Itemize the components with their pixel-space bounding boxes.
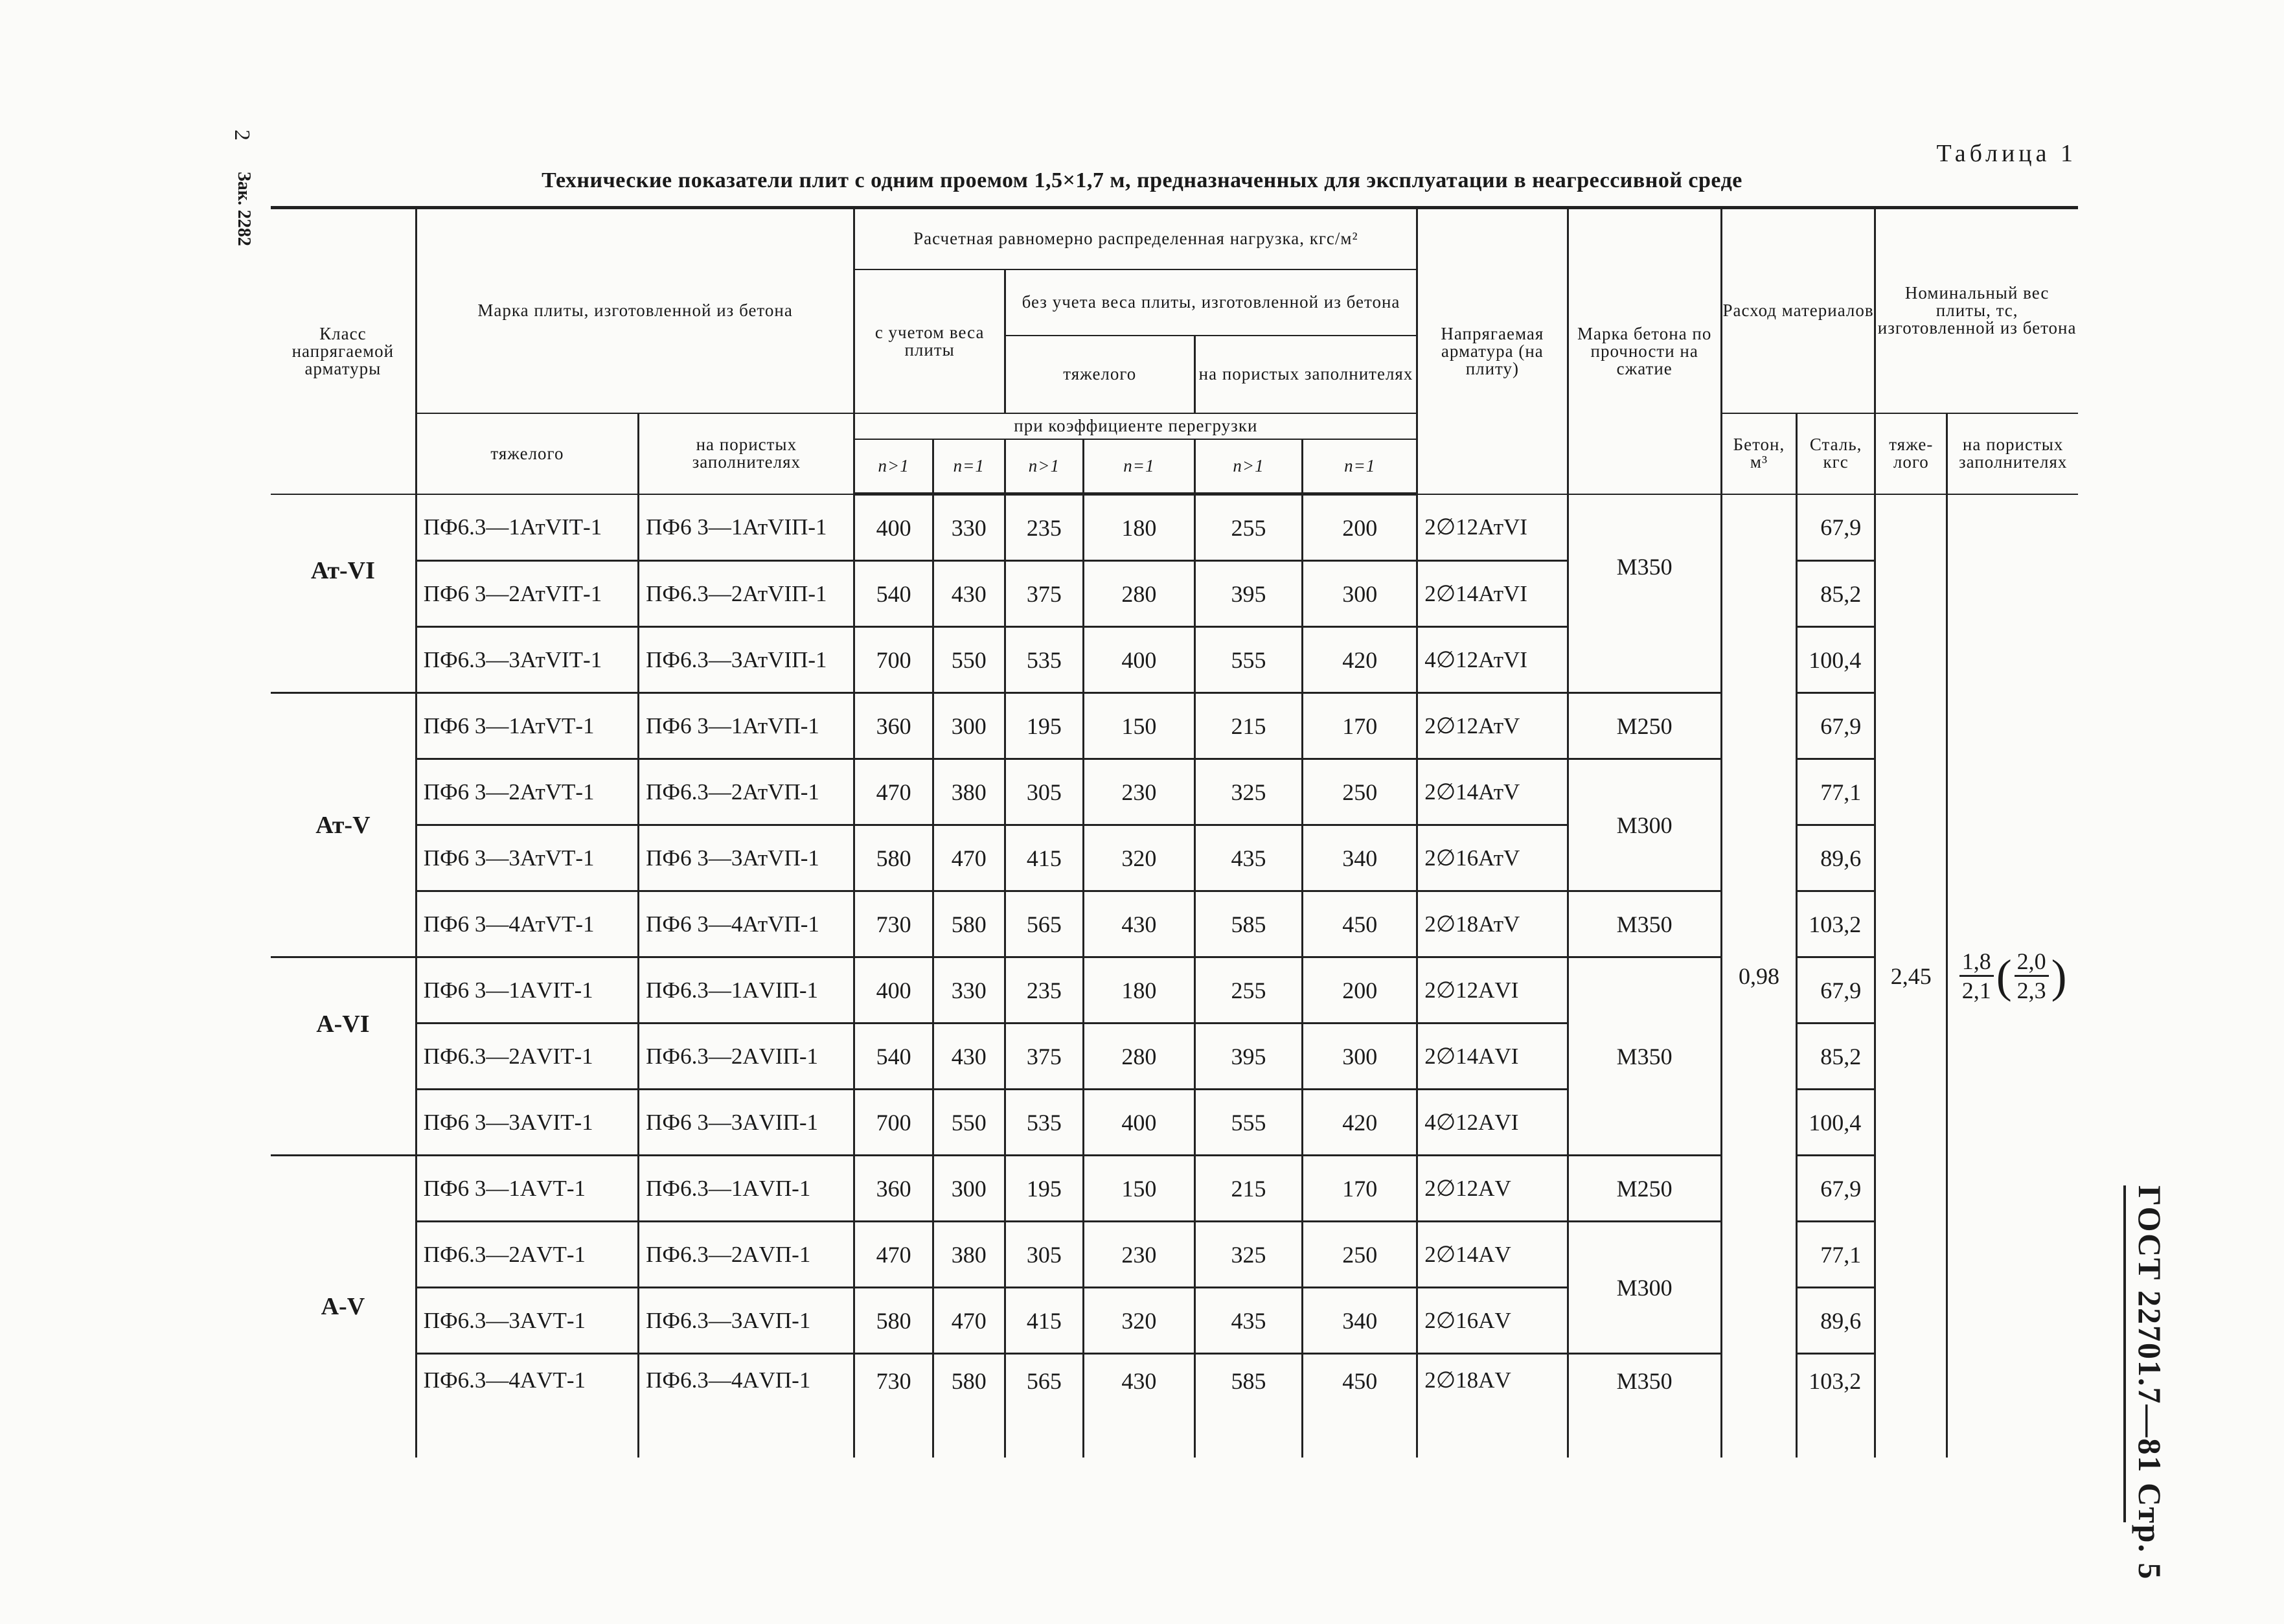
- load-value: 200: [1303, 494, 1417, 561]
- load-value: 470: [933, 825, 1005, 891]
- load-value: 150: [1084, 1156, 1195, 1222]
- load-value: 180: [1084, 957, 1195, 1024]
- load-value: 430: [933, 561, 1005, 627]
- load-value: 415: [1005, 825, 1083, 891]
- steel-value: 100,4: [1797, 627, 1875, 693]
- header-with-weight: с учетом веса плиты: [854, 269, 1005, 413]
- load-value: 730: [854, 1354, 933, 1458]
- mark-heavy: ПФ6.3—3АVТ-1: [416, 1288, 638, 1354]
- mark-porous: ПФ6 3—1АтVП-1: [639, 693, 854, 759]
- steel-value: 77,1: [1797, 759, 1875, 825]
- load-value: 195: [1005, 693, 1083, 759]
- rebar: 2∅14АтV: [1417, 759, 1568, 825]
- table-label: Таблица 1: [1936, 140, 2077, 167]
- load-value: 250: [1303, 1222, 1417, 1288]
- mark-porous: ПФ6.3—1АVП-1: [639, 1156, 854, 1222]
- concrete-mark: М350: [1568, 494, 1721, 693]
- mark-heavy: ПФ6.3—2АVIТ-1: [416, 1024, 638, 1090]
- load-value: 395: [1194, 1024, 1303, 1090]
- steel-value: 67,9: [1797, 693, 1875, 759]
- load-value: 540: [854, 1024, 933, 1090]
- header-mark-porous: на пористых заполнителях: [639, 413, 854, 494]
- concrete-mark: М350: [1568, 891, 1721, 957]
- load-value: 535: [1005, 1090, 1083, 1156]
- load-value: 150: [1084, 693, 1195, 759]
- load-value: 555: [1194, 1090, 1303, 1156]
- mark-heavy: ПФ6.3—4АVТ-1: [416, 1354, 638, 1458]
- header-n-gt1: n>1: [854, 439, 933, 494]
- mark-porous: ПФ6.3—4АVП-1: [639, 1354, 854, 1458]
- load-value: 420: [1303, 1090, 1417, 1156]
- weight-num-1: 1,8: [1959, 948, 1994, 977]
- rebar: 2∅14АV: [1417, 1222, 1568, 1288]
- header-n-eq1: n=1: [1303, 439, 1417, 494]
- mark-heavy: ПФ6.3—3АтVIТ-1: [416, 627, 638, 693]
- rebar: 2∅18АV: [1417, 1354, 1568, 1458]
- steel-value: 67,9: [1797, 494, 1875, 561]
- rebar: 2∅12АVI: [1417, 957, 1568, 1024]
- steel-value: 85,2: [1797, 561, 1875, 627]
- load-value: 540: [854, 561, 933, 627]
- header-weight-porous: на пористых заполнителях: [1947, 413, 2078, 494]
- mark-porous: ПФ6.3—3АтVIП-1: [639, 627, 854, 693]
- load-value: 430: [1084, 1354, 1195, 1458]
- steel-value: 85,2: [1797, 1024, 1875, 1090]
- class-cell: А-VI: [271, 957, 416, 1156]
- load-value: 435: [1194, 825, 1303, 891]
- steel-value: 100,4: [1797, 1090, 1875, 1156]
- header-n-eq1: n=1: [1084, 439, 1195, 494]
- load-value: 375: [1005, 561, 1083, 627]
- load-value: 400: [854, 957, 933, 1024]
- load-value: 450: [1303, 1354, 1417, 1458]
- load-value: 700: [854, 1090, 933, 1156]
- steel-value: 89,6: [1797, 1288, 1875, 1354]
- class-cell: Ат-V: [271, 693, 416, 957]
- load-value: 230: [1084, 759, 1195, 825]
- load-value: 340: [1303, 1288, 1417, 1354]
- load-value: 255: [1194, 957, 1303, 1024]
- load-value: 420: [1303, 627, 1417, 693]
- weight-den-1: 2,1: [1961, 978, 1991, 1003]
- class-cell: Ат-VI: [271, 494, 416, 693]
- header-steel: Сталь, кгс: [1797, 413, 1875, 494]
- load-value: 300: [933, 693, 1005, 759]
- load-value: 580: [854, 1288, 933, 1354]
- concrete-volume: 0,98: [1721, 494, 1796, 1458]
- header-n-gt1: n>1: [1194, 439, 1303, 494]
- load-value: 585: [1194, 891, 1303, 957]
- mark-porous: ПФ6 3—3АтVП-1: [639, 825, 854, 891]
- header-rebar: Напрягаемая арматура (на плиту): [1417, 208, 1568, 494]
- load-value: 360: [854, 1156, 933, 1222]
- rebar: 4∅12АтVI: [1417, 627, 1568, 693]
- class-cell: А-V: [321, 1293, 365, 1321]
- load-value: 195: [1005, 1156, 1083, 1222]
- load-value: 215: [1194, 1156, 1303, 1222]
- load-value: 330: [933, 957, 1005, 1024]
- load-value: 170: [1303, 693, 1417, 759]
- load-value: 280: [1084, 561, 1195, 627]
- load-value: 280: [1084, 1024, 1195, 1090]
- load-value: 300: [933, 1156, 1005, 1222]
- header-mark-group: Марка плиты, изготовленной из бетона: [416, 208, 854, 413]
- load-value: 565: [1005, 1354, 1083, 1458]
- header-weight-group: Номинальный вес плиты, тс, изготовленной из бетона: [1875, 208, 2078, 413]
- concrete-mark: М250: [1568, 1156, 1721, 1222]
- load-value: 325: [1194, 759, 1303, 825]
- load-value: 320: [1084, 1288, 1195, 1354]
- load-value: 360: [854, 693, 933, 759]
- load-value: 340: [1303, 825, 1417, 891]
- load-value: 305: [1005, 759, 1083, 825]
- steel-value: 67,9: [1797, 1156, 1875, 1222]
- load-value: 380: [933, 1222, 1005, 1288]
- load-value: 565: [1005, 891, 1083, 957]
- load-value: 535: [1005, 627, 1083, 693]
- page-title: Технические показатели плит с одним проемом 1,5×1,7 м, предназначенных для эксплуатации в неагрессивной среде: [542, 168, 1742, 192]
- header-concrete-mark: Марка бетона по прочности на сжатие: [1568, 208, 1721, 494]
- load-value: 470: [854, 1222, 933, 1288]
- concrete-mark: М350: [1568, 957, 1721, 1156]
- load-value: 170: [1303, 1156, 1417, 1222]
- mark-heavy: ПФ6 3—2АтVТ-1: [416, 759, 638, 825]
- load-value: 250: [1303, 759, 1417, 825]
- mark-heavy: ПФ6.3—1АтVIТ-1: [416, 494, 638, 561]
- rebar: 4∅12АVI: [1417, 1090, 1568, 1156]
- header-load-heavy: тяжелого: [1006, 336, 1196, 413]
- steel-value: 103,2: [1797, 1354, 1875, 1458]
- steel-value: 77,1: [1797, 1222, 1875, 1288]
- load-value: 550: [933, 627, 1005, 693]
- mark-porous: ПФ6 3—1АтVIП-1: [639, 494, 854, 561]
- header-overload: при коэффициенте перегрузки: [854, 413, 1417, 439]
- technical-indicators-table: [271, 206, 2078, 1458]
- mark-heavy: ПФ6 3—2АтVIТ-1: [416, 561, 638, 627]
- mark-heavy: ПФ6 3—3АтVТ-1: [416, 825, 638, 891]
- mark-porous: ПФ6 3—4АтVП-1: [639, 891, 854, 957]
- header-concrete: Бетон, м³: [1721, 413, 1796, 494]
- mark-porous: ПФ6.3—1АVIП-1: [639, 957, 854, 1024]
- header-class: Класс напрягаемой арматуры: [271, 208, 416, 494]
- load-value: 320: [1084, 825, 1195, 891]
- concrete-mark: М300: [1568, 1222, 1721, 1354]
- rebar: 2∅12АтV: [1417, 693, 1568, 759]
- mark-porous: ПФ6.3—2АVIП-1: [639, 1024, 854, 1090]
- mark-heavy: ПФ6 3—1АVТ-1: [416, 1156, 638, 1222]
- load-value: 580: [933, 1354, 1005, 1458]
- load-value: 730: [854, 891, 933, 957]
- header-n-eq1: n=1: [933, 439, 1005, 494]
- mark-porous: ПФ6.3—2АVП-1: [639, 1222, 854, 1288]
- steel-value: 67,9: [1797, 957, 1875, 1024]
- load-value: 430: [1084, 891, 1195, 957]
- mark-heavy: ПФ6.3—2АVТ-1: [416, 1222, 638, 1288]
- concrete-mark: М250: [1568, 693, 1721, 759]
- load-value: 470: [933, 1288, 1005, 1354]
- header-weight-heavy: тяже-лого: [1875, 413, 1947, 494]
- rebar: 2∅12АV: [1417, 1156, 1568, 1222]
- load-value: 415: [1005, 1288, 1083, 1354]
- load-value: 200: [1303, 957, 1417, 1024]
- rebar: 2∅18АтV: [1417, 891, 1568, 957]
- load-value: 400: [1084, 627, 1195, 693]
- weight-porous-value: $\frac{1,8}{2,1}$ ( $\frac{2,0}{2,3}$ ): [1947, 494, 2078, 1458]
- side-rule: [2123, 1185, 2126, 1522]
- load-value: 300: [1303, 1024, 1417, 1090]
- header-materials: Расход материалов: [1721, 208, 1875, 413]
- load-value: 585: [1194, 1354, 1303, 1458]
- rebar: 2∅14АтVI: [1417, 561, 1568, 627]
- load-value: 325: [1194, 1222, 1303, 1288]
- load-value: 580: [854, 825, 933, 891]
- mark-heavy: ПФ6 3—4АтVТ-1: [416, 891, 638, 957]
- load-value: 580: [933, 891, 1005, 957]
- load-value: 380: [933, 759, 1005, 825]
- mark-porous: ПФ6.3—3АVП-1: [639, 1288, 854, 1354]
- header-load-group: Расчетная равномерно распределенная нагрузка, кгс/м²: [854, 208, 1417, 269]
- rebar: 2∅16АтV: [1417, 825, 1568, 891]
- load-value: 215: [1194, 693, 1303, 759]
- rebar: 2∅16АV: [1417, 1288, 1568, 1354]
- mark-heavy: ПФ6 3—1АVIТ-1: [416, 957, 638, 1024]
- concrete-mark: М350: [1568, 1354, 1721, 1458]
- load-value: 700: [854, 627, 933, 693]
- steel-value: 89,6: [1797, 825, 1875, 891]
- load-value: 430: [933, 1024, 1005, 1090]
- weight-num-2: 2,0: [2015, 948, 2049, 977]
- mark-porous: ПФ6.3—2АтVП-1: [639, 759, 854, 825]
- load-value: 330: [933, 494, 1005, 561]
- load-value: 375: [1005, 1024, 1083, 1090]
- load-value: 550: [933, 1090, 1005, 1156]
- load-value: 235: [1005, 957, 1083, 1024]
- weight-den-2: 2,3: [2016, 978, 2046, 1003]
- order-number: Зак. 2282: [234, 172, 254, 246]
- load-value: 230: [1084, 1222, 1195, 1288]
- mark-heavy: ПФ6 3—1АтVТ-1: [416, 693, 638, 759]
- header-mark-heavy: тяжелого: [416, 413, 638, 494]
- header-load-porous: на пористых заполнителях: [1198, 364, 1413, 383]
- mark-heavy: ПФ6 3—3АVIТ-1: [416, 1090, 638, 1156]
- header-without-weight: без учета веса плиты, изготовленной из бетона: [1006, 270, 1416, 336]
- load-value: 305: [1005, 1222, 1083, 1288]
- load-value: 450: [1303, 891, 1417, 957]
- load-value: 300: [1303, 561, 1417, 627]
- load-value: 435: [1194, 1288, 1303, 1354]
- load-value: 395: [1194, 561, 1303, 627]
- load-value: 555: [1194, 627, 1303, 693]
- header-n-gt1: n>1: [1005, 439, 1083, 494]
- load-value: 180: [1084, 494, 1195, 561]
- load-value: 400: [854, 494, 933, 561]
- steel-value: 103,2: [1797, 891, 1875, 957]
- mark-porous: ПФ6 3—3АVIП-1: [639, 1090, 854, 1156]
- rebar: 2∅14АVI: [1417, 1024, 1568, 1090]
- mark-porous: ПФ6.3—2АтVIП-1: [639, 561, 854, 627]
- load-value: 255: [1194, 494, 1303, 561]
- page-number: 2: [230, 130, 254, 141]
- concrete-mark: М300: [1568, 759, 1721, 891]
- rebar: 2∅12АтVI: [1417, 494, 1568, 561]
- load-value: 470: [854, 759, 933, 825]
- load-value: 400: [1084, 1090, 1195, 1156]
- load-value: 235: [1005, 494, 1083, 561]
- weight-heavy-value: 2,45: [1875, 494, 1947, 1458]
- gost-side-label: ГОСТ 22701.7—81 Стр. 5: [2132, 1185, 2168, 1581]
